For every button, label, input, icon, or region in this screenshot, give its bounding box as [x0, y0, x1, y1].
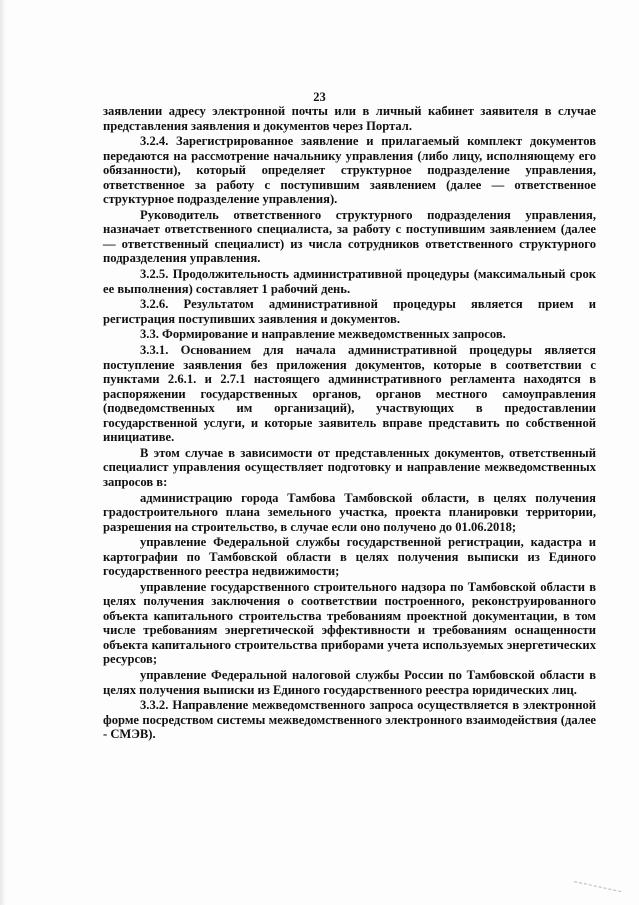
paragraph-3-3-1: 3.3.1. Основанием для начала административной процедуры является поступление заявления без приложения документов, которые в соответствии с пунктами 2.6.1. и 2.7.1 настоящего административного регламента находятся в распоряжении государственных органов, органов местного самоуправления (подведомственных им организаций), участвующих в предоставлении государственной услуги, и которые заявитель вправе представить по собственной инициативе. — [103, 343, 596, 445]
paragraph-head-assigns: Руководитель ответственного структурного подразделения управления, назначает ответственного специалиста, за работу с поступившим заявлением (далее — ответственный специалист) из числа сотрудников ответственного структурного подразделения управления. — [103, 207, 596, 266]
paragraph-3-2-6: 3.2.6. Результатом административной процедуры является прием и регистрация поступивших заявления и документов. — [103, 297, 596, 326]
paragraph-3-2-5: 3.2.5. Продолжительность административной процедуры (максимальный срок ее выполнения) составляет 1 рабочий день. — [103, 267, 596, 296]
section-heading-3-3: 3.3. Формирование и направление межведомственных запросов. — [140, 327, 506, 342]
list-item-tax-service: управление Федеральной налоговой службы России по Тамбовской области в целях получения выписки из Единого государственного реестра юридических лиц. — [103, 668, 596, 697]
paragraph-continuation: заявлении адресу электронной почты или в личный кабинет заявителя в случае представления заявления и документов через Портал. — [103, 104, 596, 133]
scan-mark — [573, 881, 621, 898]
document-body — [103, 104, 596, 743]
list-item-city-administration: администрацию города Тамбова Тамбовской области, в целях получения градостроительного плана земельного участка, проекта планировки территории, разрешения на строительство, в случае если оно получено до 01.06.2018; — [103, 490, 596, 534]
page-number: 23 — [313, 90, 326, 104]
list-item-construction-supervision: управление государственного строительного надзора по Тамбовской области в целях получения заключения о соответствии построенного, реконструированного объекта капитального строительства требованиям проектной документации, в том числе требованиям энергетической эффективности и требованиям оснащенности объекта капитального строительства приборами учета используемых энергетических ресурсов; — [103, 579, 596, 667]
paragraph-3-3-2: 3.3.2. Направление межведомственного запроса осуществляется в электронной форме посредством системы межведомственного электронного взаимодействия (далее - СМЭВ). — [103, 698, 596, 742]
paragraph-3-2-4: 3.2.4. Зарегистрированное заявление и прилагаемый комплект документов передаются на рассмотрение начальнику управления (либо лицу, исполняющему его обязанности), который определяет структурное подразделение управления, ответственное за работу с поступившим заявлением (далее — ответственное структурное подразделение управления). — [103, 134, 596, 207]
list-item-rosreestr: управление Федеральной службы государственной регистрации, кадастра и картографии по Тамбовской области в целях получения выписки из Единого государственного реестра недвижимости; — [103, 535, 596, 579]
scan-edge-shadow — [0, 0, 6, 905]
paragraph-requests-intro: В этом случае в зависимости от представленных документов, ответственный специалист управления осуществляет подготовку и направление межведомственных запросов в: — [103, 445, 596, 489]
